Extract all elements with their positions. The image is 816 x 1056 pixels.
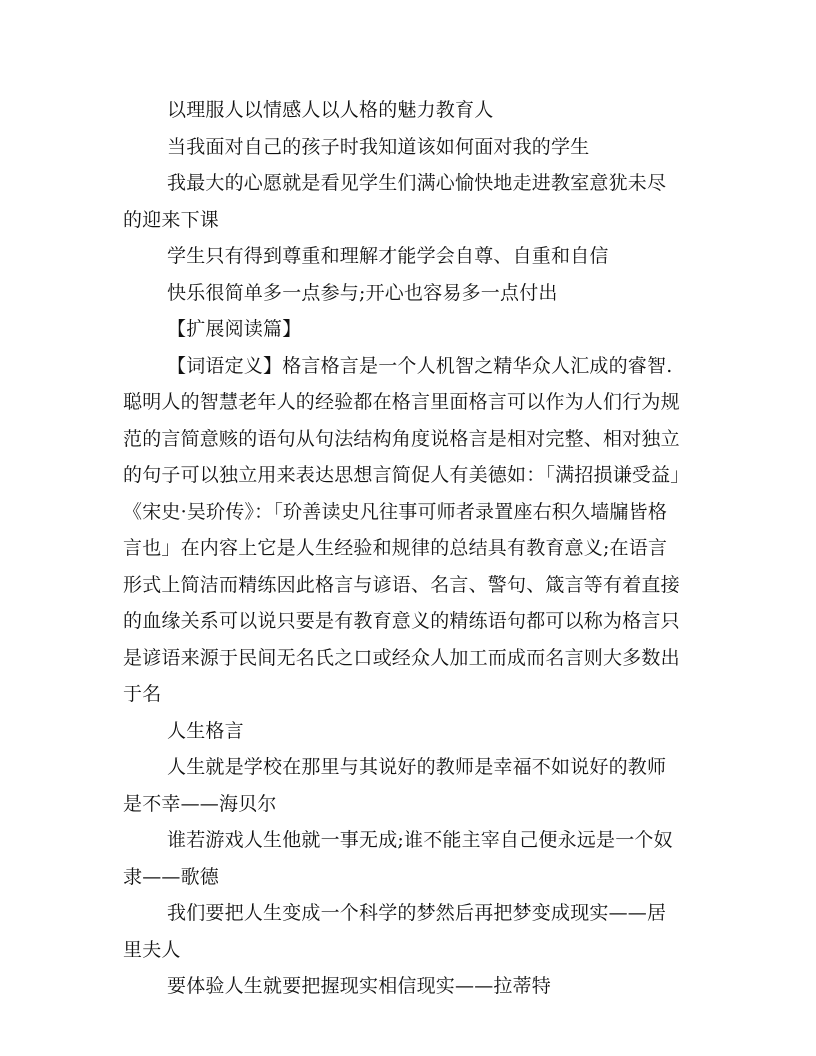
- paragraph: 当我面对自己的孩子时我知道该如何面对我的学生: [167, 135, 590, 158]
- quote-paragraph: 谁若游戏人生他就一事无成;谁不能主宰自己便永远是一个奴隶——歌德: [123, 829, 673, 888]
- section-heading-life-mottos: 人生格言: [167, 719, 244, 742]
- quote-paragraph: 我们要把人生变成一个科学的梦然后再把梦变成现实——居里夫人: [123, 902, 667, 961]
- paragraph: 快乐很简单多一点参与;开心也容易多一点付出: [167, 281, 558, 304]
- paragraph: 学生只有得到尊重和理解才能学会自尊、自重和自信: [167, 245, 609, 267]
- paragraph: 以理服人以情感人以人格的魅力教育人: [167, 99, 494, 121]
- document-body: [123, 92, 683, 1005]
- paragraph-definition: 【词语定义】格言格言是一个人机智之精华众人汇成的睿智.聪明人的智慧老年人的经验都在格言里面格言可以作为人们行为规范的言简意赅的语句从句法结构角度说格言是相对完整、相对独立的句子可以独立用来表达思想言简促人有美德如：「满招损谦受益」《宋史·吴玠传》：「玠善读史凡往事可师者录置座右积久墙牖皆格言也」在内容上它是人生经验和规律的总结具有教育意义;在语言形式上简洁而精练因此格言与谚语、名言、警句、箴言等有着直接的血缘关系可以说只要是有教育意义的精练语句都可以称为格言只是谚语来源于民间无名氏之口或经众人加工而成而名言则大多数出于名: [123, 354, 681, 705]
- quote-paragraph: 人生就是学校在那里与其说好的教师是幸福不如说好的教师是不幸——海贝尔: [123, 756, 667, 815]
- paragraph: 我最大的心愿就是看见学生们满心愉快地走进教室意犹未尽的迎来下课: [123, 172, 667, 231]
- section-heading-extended-reading: 【扩展阅读篇】: [167, 318, 302, 340]
- quote-paragraph: 要体验人生就要把握现实相信现实——拉蒂特: [167, 975, 552, 997]
